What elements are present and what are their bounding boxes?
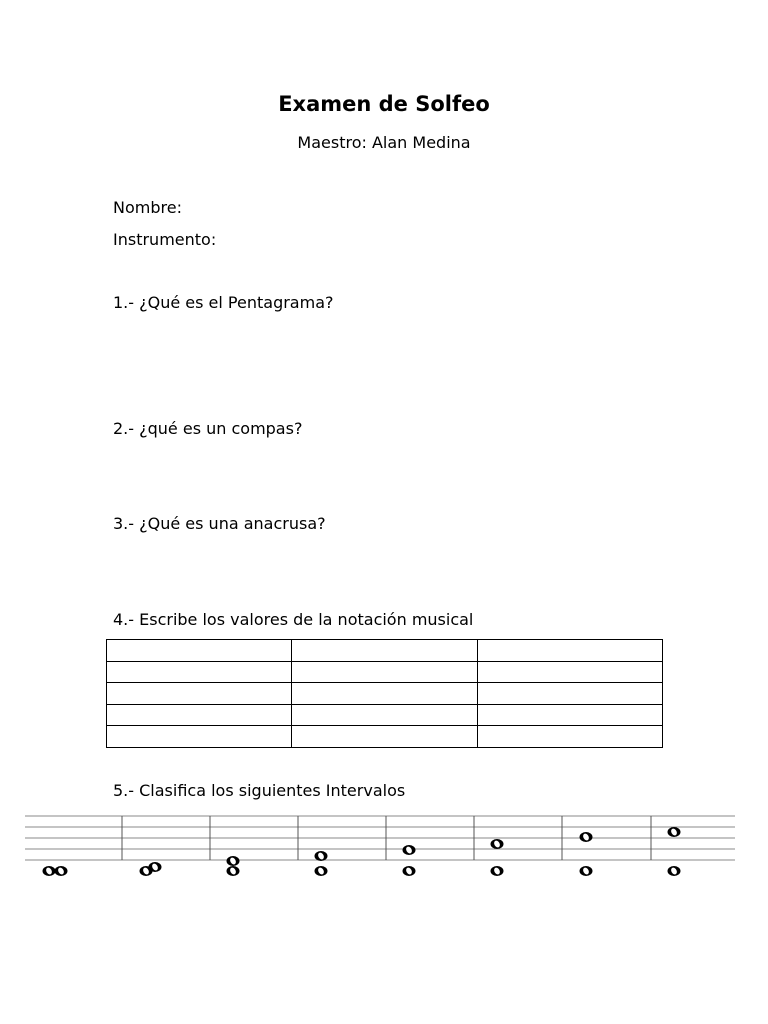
table-cell[interactable] [292,661,477,683]
table-row [107,683,663,705]
name-label: Nombre: [113,198,182,217]
table-row [107,704,663,726]
question-4: 4.- Escribe los valores de la notación musical [113,610,474,629]
table-cell[interactable] [107,661,292,683]
table-cell[interactable] [477,726,662,748]
table-cell[interactable] [292,704,477,726]
instrument-label: Instrumento: [113,230,217,249]
whole-note [491,839,504,849]
question-2: 2.- ¿qué es un compas? [113,419,303,438]
table-row [107,640,663,662]
table-cell[interactable] [292,683,477,705]
table-cell[interactable] [477,683,662,705]
question-5: 5.- Clasifica los siguientes Intervalos [113,781,406,800]
whole-note [227,866,240,876]
whole-note [668,827,681,837]
table-cell[interactable] [107,726,292,748]
page-title: Examen de Solfeo [278,92,490,116]
table-cell[interactable] [292,640,477,662]
whole-note [403,845,416,855]
whole-note [55,866,68,876]
whole-note [403,866,416,876]
table-cell[interactable] [292,726,477,748]
table-cell[interactable] [477,640,662,662]
table-row [107,661,663,683]
table-cell[interactable] [477,704,662,726]
whole-note [668,866,681,876]
whole-note [580,866,593,876]
teacher-name: Maestro: Alan Medina [297,133,471,152]
whole-note [227,856,240,866]
table-cell[interactable] [107,704,292,726]
whole-note [149,862,162,872]
notation-values-table [106,639,663,748]
whole-note [315,851,328,861]
whole-note [491,866,504,876]
question-3: 3.- ¿Qué es una anacrusa? [113,514,326,533]
question-1: 1.- ¿Qué es el Pentagrama? [113,293,334,312]
table-cell[interactable] [107,640,292,662]
interval-staff [0,805,768,885]
table-cell[interactable] [477,661,662,683]
whole-note [580,832,593,842]
table-cell[interactable] [107,683,292,705]
whole-note [315,866,328,876]
table-row [107,726,663,748]
whole-note [43,866,56,876]
